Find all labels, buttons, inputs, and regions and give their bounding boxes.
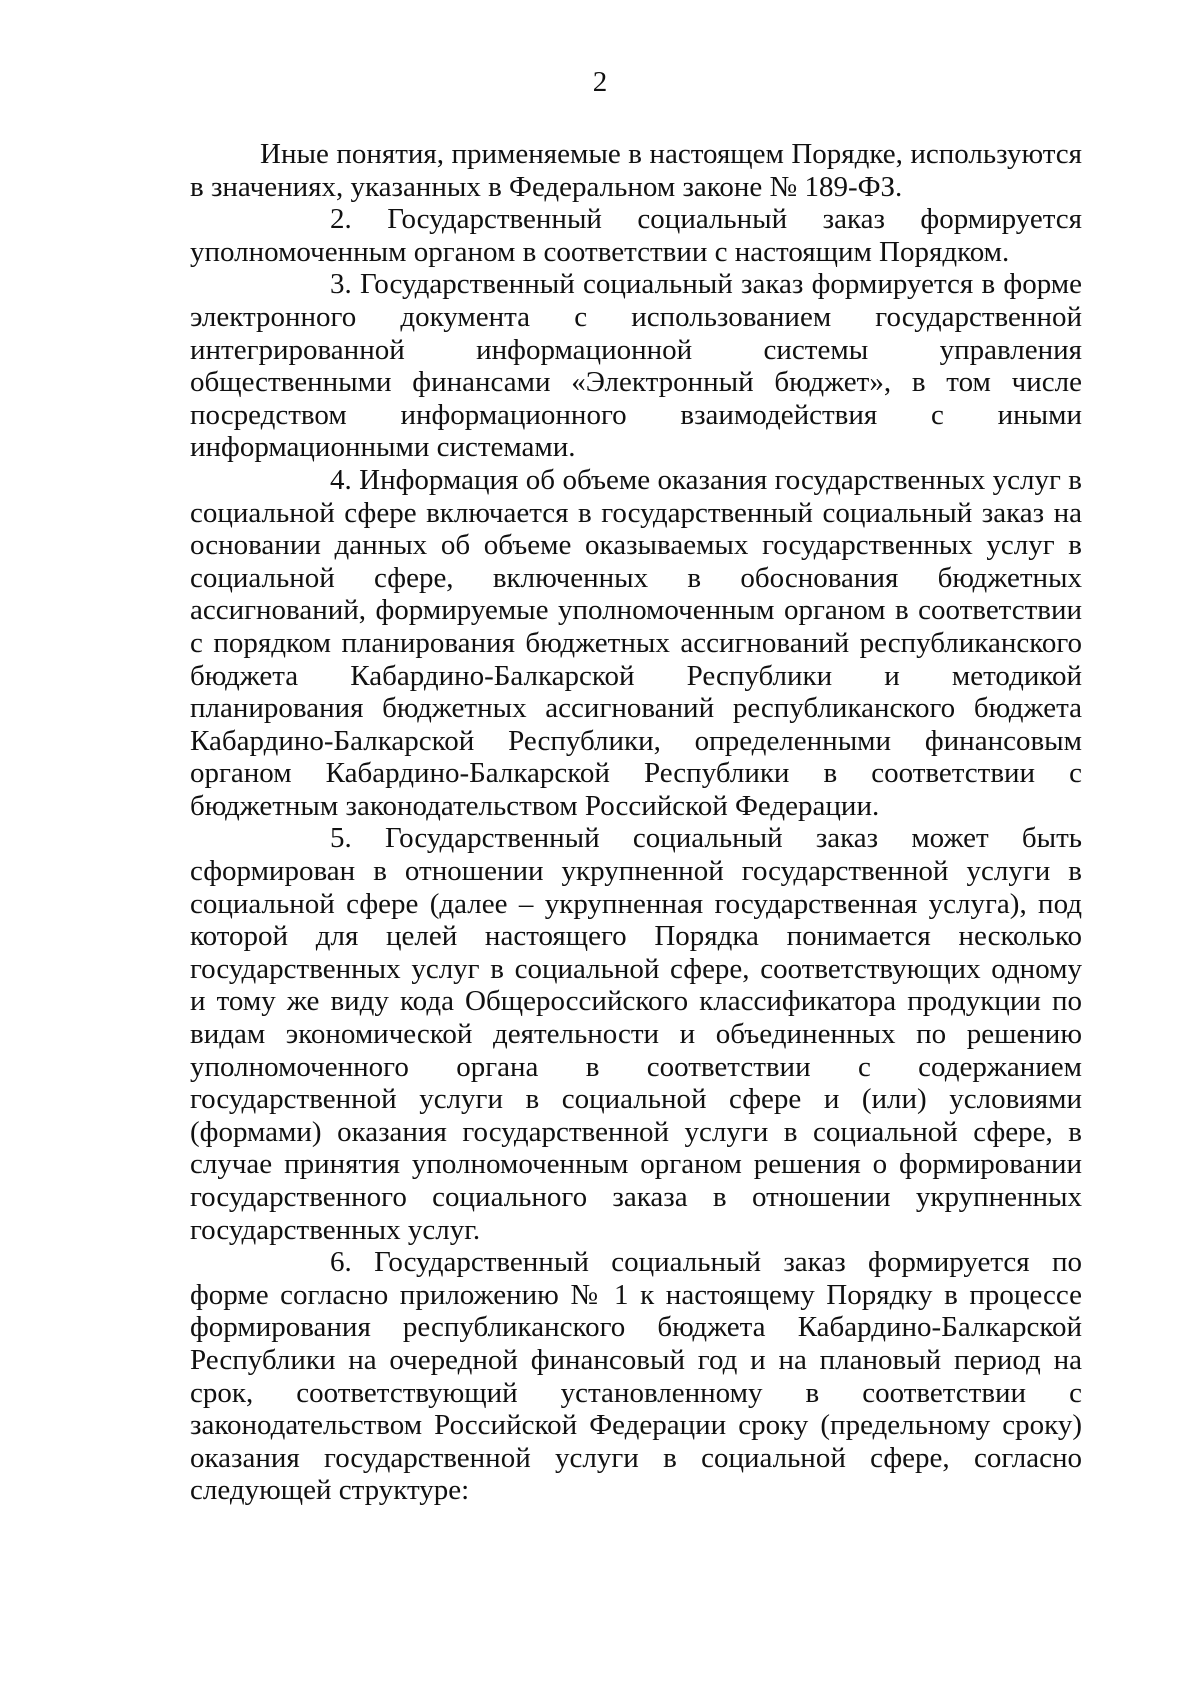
paragraph-number: 2.: [330, 203, 352, 236]
page-number: 2: [592, 66, 608, 98]
paragraph-text: Государственный социальный заказ может быть сформирован в отношении укрупненной государственной услуги в социальной сфере (далее – укрупненная государственная услуга), под которой для целей настоящего Порядка понимается несколько государственных услуг в социальной сфере, соответствующих одному и тому же виду кода Общероссийского классификатора продукции по видам экономической деятельности и объединенных по решению уполномоченного органа в соответствии с содержанием государственной услуги в социальной сфере и (или) условиями (формами) оказания государственной услуги в социальной сфере, в случае принятия уполномоченным органом решения о формировании государственного социального заказа в отношении укрупненных государственных услуг.: [190, 822, 1082, 1246]
document-body: [190, 138, 1082, 1507]
paragraph-number: 3.: [330, 268, 352, 301]
paragraph-6: [190, 1246, 1082, 1507]
paragraph-text: Государственный социальный заказ формируется уполномоченным органом в соответствии с настоящим Порядком.: [190, 203, 1083, 268]
paragraph-4: [190, 464, 1082, 823]
paragraph-2: [190, 203, 1082, 268]
paragraph-3: [190, 268, 1082, 464]
paragraph-number: 4.: [330, 463, 352, 496]
paragraph-text: Иные понятия, применяемые в настоящем Порядке, используются в значениях, указанных в Федеральном законе № 189-ФЗ.: [190, 138, 1082, 203]
paragraph-text: Информация об объеме оказания государственных услуг в социальной сфере включается в государственный социальный заказ на основании данных об объеме оказываемых государственных услуг в социальной сфере, включенных в обоснования бюджетных ассигнований, формируемые уполномоченным органом в соответствии с порядком планирования бюджетных ассигнований республиканского бюджета Кабардино-Балкарской Республики и методикой планирования бюджетных ассигнований республиканского бюджета Кабардино-Балкарской Республики, определенными финансовым органом Кабардино-Балкарской Республики в соответствии с бюджетным законодательством Российской Федерации.: [190, 463, 1082, 822]
paragraph-definitions: [190, 138, 1082, 203]
paragraph-text: Государственный социальный заказ формируется в форме электронного документа с использованием государственной интегрированной информационной системы управления общественными финансами «Электронный бюджет», в том числе посредством информационного взаимодействия с иными информационными системами.: [190, 268, 1083, 464]
paragraph-number: 6.: [330, 1246, 352, 1279]
paragraph-text: Государственный социальный заказ формируется по форме согласно приложению № 1 к настоящему Порядку в процессе формирования республиканского бюджета Кабардино-Балкарской Республики на очередной финансовый год и на плановый период на срок, соответствующий установленному в соответствии с законодательством Российской Федерации сроку (предельному сроку) оказания государственной услуги в социальной сфере, согласно следующей структуре:: [190, 1246, 1082, 1507]
paragraph-5: [190, 822, 1082, 1246]
paragraph-number: 5.: [330, 822, 352, 855]
